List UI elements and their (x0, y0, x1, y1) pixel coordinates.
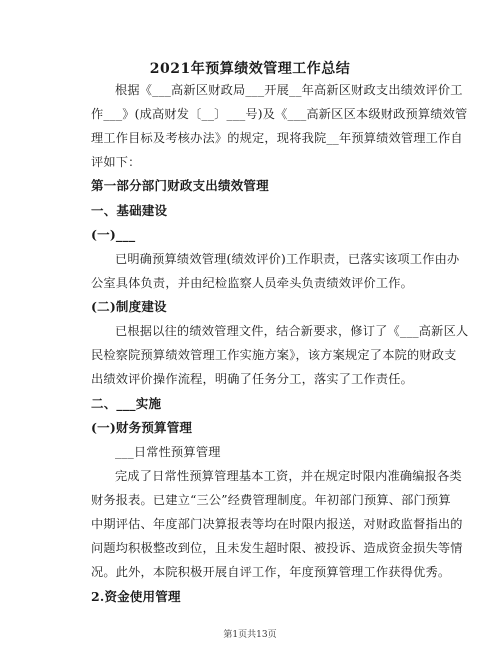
subsection1-line-2: 公室具体负责，并由纪检监察人员牵头负责绩效评价工作。 (91, 276, 414, 290)
intro-line-1: 根据《___高新区财政局___开展__年高新区财政支出绩效评价工 (115, 83, 463, 97)
intro-line-2: 作___》(成高财发〔__〕___号)及《___高新区区本级财政预算绩效管 (91, 107, 468, 121)
page-number: 第1页共13页 (223, 630, 277, 640)
part1-heading: 第一部分部门财政支出绩效管理 (91, 178, 269, 193)
intro-line-3: 理工作目标及考核办法》的规定，现将我院__年预算绩效管理工作自 (91, 131, 463, 145)
subsection3-line-1: 完成了日常性预算管理基本工资，并在规定时限内准确编报各类 (115, 469, 462, 483)
subsection4-heading: 2.资金使用管理 (91, 589, 181, 604)
subsection1-line-1: 已明确预算绩效管理(绩效评价)工作职责，已落实该项工作由办 (115, 252, 460, 266)
subsection2-line-1: 已根据以往的绩效管理文件，结合新要求，修订了《___高新区人 (115, 324, 469, 338)
document-title: 2021年预算绩效管理工作总结 (149, 61, 351, 77)
subsection3-line-5: 况。此外，本院积极开展自评工作，年度预算管理工作获得优秀。 (91, 565, 451, 579)
section2-heading: 二、___实施 (91, 396, 162, 411)
subsection1-heading: (一)___ (91, 227, 136, 242)
subsection3-line-2: 财务报表。已建立“三公”经费管理制度。年初部门预算、部门预算 (91, 493, 451, 507)
subsection2-line-3: 出绩效评价操作流程，明确了任务分工，落实了工作责任。 (91, 372, 414, 386)
subsection3-item: ___日常性预算管理 (115, 445, 221, 459)
section1-heading: 一、基础建设 (91, 203, 168, 218)
intro-line-4: 评如下： (91, 155, 141, 169)
subsection2-line-2: 民检察院预算绩效管理工作实施方案》，该方案规定了本院的财政支 (91, 348, 457, 362)
subsection3-line-4: 问题均积极整改到位，且未发生超时限、被投诉、造成资金损失等情 (91, 541, 463, 555)
subsection3-heading: (一)财务预算管理 (91, 420, 193, 435)
subsection2-heading: (二)制度建设 (91, 299, 167, 314)
subsection3-line-3: 中期评估、年度部门决算报表等均在时限内报送，对财政监督指出的 (91, 517, 463, 531)
